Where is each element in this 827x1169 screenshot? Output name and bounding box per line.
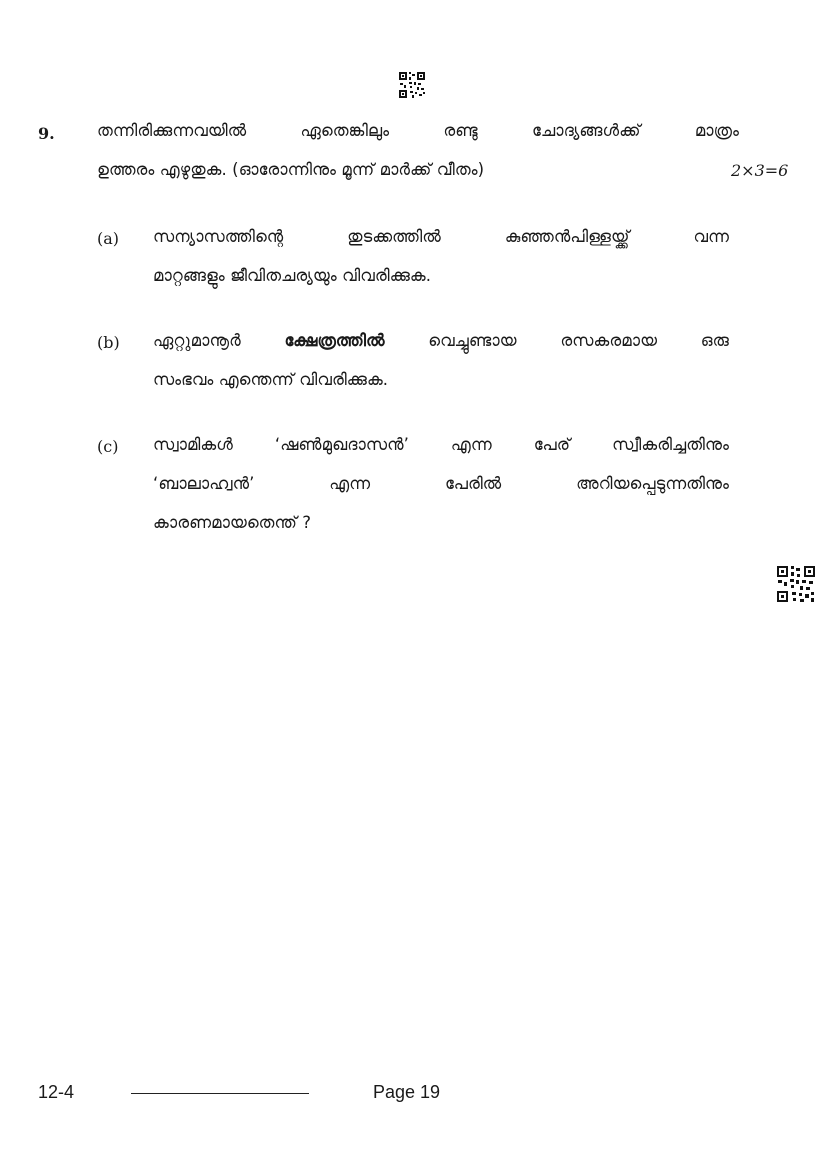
question-instruction-line-1 [97,121,739,141]
sub-question-label-c: (c) [97,437,119,456]
instruction-word: ഏതെങ്കിലും [300,121,390,140]
sub-question-b-line-2: സംഭവം എന്തെന്ന് വിവരിക്കുക. [153,370,389,389]
sub-question-word: എന്ന [329,474,371,493]
sub-question-word: ക്ഷേത്രത്തിൽ [284,331,385,350]
sub-question-label-b: (b) [97,333,120,352]
sub-question-word: കുഞ്ഞൻപിള്ളയ്ക്ക് [504,227,630,246]
sub-question-word: ‘ബാലാഹ്വൻ’ [153,474,255,493]
sub-question-a-line-2: മാറ്റങ്ങളും ജീവിതചര്യയും വിവരിക്കുക. [153,266,432,285]
sub-question-label-a: (a) [97,229,120,248]
question-number: 9. [38,124,55,143]
sub-question-word: അറിയപ്പെടുന്നതിനും [576,474,729,493]
footer-divider [131,1093,309,1094]
instruction-word: ചോദ്യങ്ങൾക്ക് [532,121,641,140]
sub-question-word: എന്ന [450,435,492,454]
question-instruction-line-2: ഉത്തരം എഴുതുക. (ഓരോന്നിനും മൂന്ന് മാർക്ക് വീതം) [97,160,485,179]
top-qr-code-icon [398,71,426,99]
sub-question-word: ഏറ്റുമാനൂർ [153,331,241,350]
sub-question-word: വന്ന [693,227,729,246]
sub-question-word: രസകരമായ [560,331,658,350]
sub-question-word: സന്യാസത്തിന്റെ [153,227,284,246]
sub-question-b-line-1 [153,331,729,351]
sub-question-word: പേര് [533,435,571,454]
side-qr-code-icon [776,565,816,603]
sub-question-word: വെച്ചുണ്ടായ [428,331,517,350]
sub-question-c-line-3: കാരണമായതെന്ത് ? [153,513,312,532]
sub-question-word: പേരിൽ [444,474,502,493]
marks-allocation: 2×3=6 [731,161,789,180]
sub-question-word: സ്വാമികൾ [153,435,233,454]
sub-question-word: സ്വീകരിച്ചതിനും [612,435,729,454]
instruction-word: മാത്രം [694,121,739,140]
instruction-word: രണ്ടു [443,121,478,140]
sub-question-word: ഒരു [700,331,729,350]
sub-question-c-line-2 [153,474,729,494]
page-number: Page 19 [373,1082,441,1102]
instruction-word: തന്നിരിക്കുന്നവയിൽ [97,121,247,140]
sub-question-word: തുടക്കത്തിൽ [347,227,441,246]
paper-code: 12-4 [38,1082,75,1102]
sub-question-a-line-1 [153,227,729,247]
sub-question-word: ‘ഷൺമുഖദാസൻ’ [274,435,409,454]
sub-question-c-line-1 [153,435,729,455]
